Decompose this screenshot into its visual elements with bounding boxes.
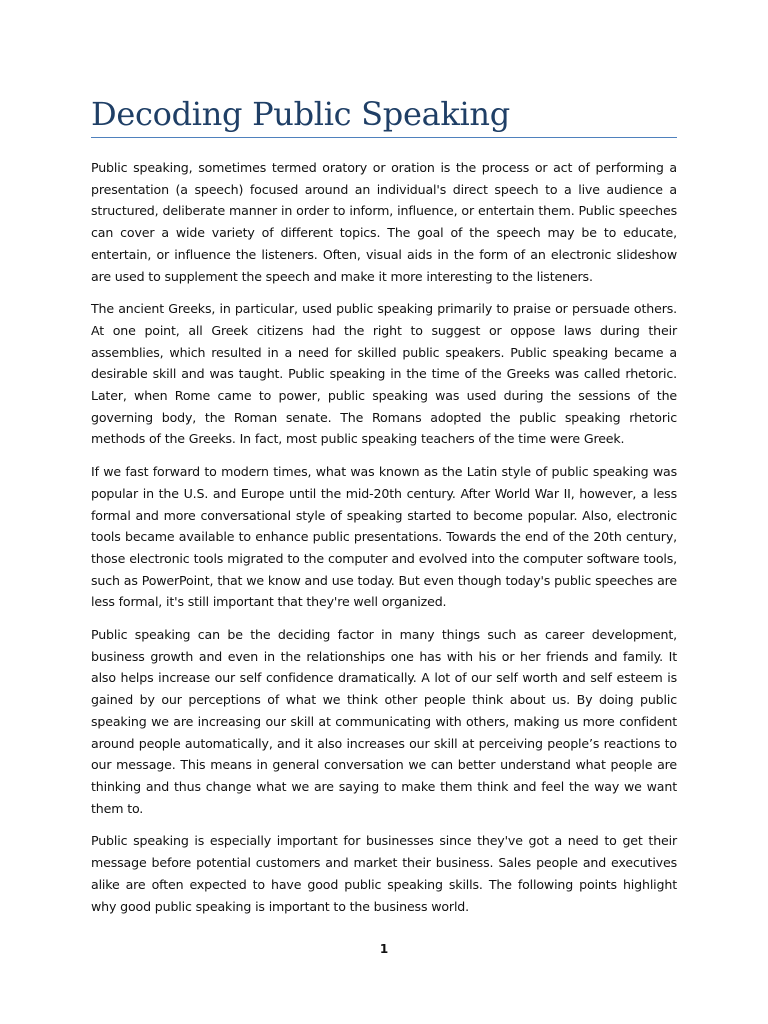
document-body bbox=[91, 157, 677, 928]
paragraph-5: Public speaking is especially important for businesses since they've got a need to get their message before potential customers and market their business. Sales people and executives alike are often expected to have good public speaking skills. The following points highlight why good public speaking is important to the business world. bbox=[91, 833, 677, 914]
title-underline-divider bbox=[91, 137, 677, 138]
paragraph-3: If we fast forward to modern times, what was known as the Latin style of public speaking was popular in the U.S. and Europe until the mid-20th century. After World War II, however, a less formal and more conversational style of speaking started to become popular. Also, electronic tools became available to enhance public presentations. Towards the end of the 20th century, those electronic tools migrated to the computer and evolved into the computer software tools, such as PowerPoint, that we know and use today. But even though today's public speeches are less formal, it's still important that they're well organized. bbox=[91, 464, 677, 610]
page-title: Decoding Public Speaking bbox=[91, 95, 510, 133]
paragraph-2: The ancient Greeks, in particular, used public speaking primarily to praise or persuade others. At one point, all Greek citizens had the right to suggest or oppose laws during their assemblies, which resulted in a need for skilled public speakers. Public speaking became a desirable skill and was taught. Public speaking in the time of the Greeks was called rhetoric. Later, when Rome came to power, public speaking was used during the sessions of the governing body, the Roman senate. The Romans adopted the public speaking rhetoric methods of the Greeks. In fact, most public speaking teachers of the time were Greek. bbox=[91, 301, 677, 447]
paragraph-1: Public speaking, sometimes termed oratory or oration is the process or act of performing a presentation (a speech) focused around an individual's direct speech to a live audience a structured, deliberate manner in order to inform, influence, or entertain them. Public speeches can cover a wide variety of different topics. The goal of the speech may be to educate, entertain, or influence the listeners. Often, visual aids in the form of an electronic slideshow are used to supplement the speech and make it more interesting to the listeners. bbox=[91, 160, 677, 284]
page-number: 1 bbox=[379, 942, 389, 956]
paragraph-4: Public speaking can be the deciding factor in many things such as career development, business growth and even in the relationships one has with his or her friends and family. It also helps increase our self confidence dramatically. A lot of our self worth and self esteem is gained by our perceptions of what we think other people think about us. By doing public speaking we are increasing our skill at communicating with others, making us more confident around people automatically, and it also increases our skill at perceiving people’s reactions to our message. This means in general conversation we can better understand what people are thinking and thus change what we are saying to make them think and feel the way we want them to. bbox=[91, 627, 677, 816]
